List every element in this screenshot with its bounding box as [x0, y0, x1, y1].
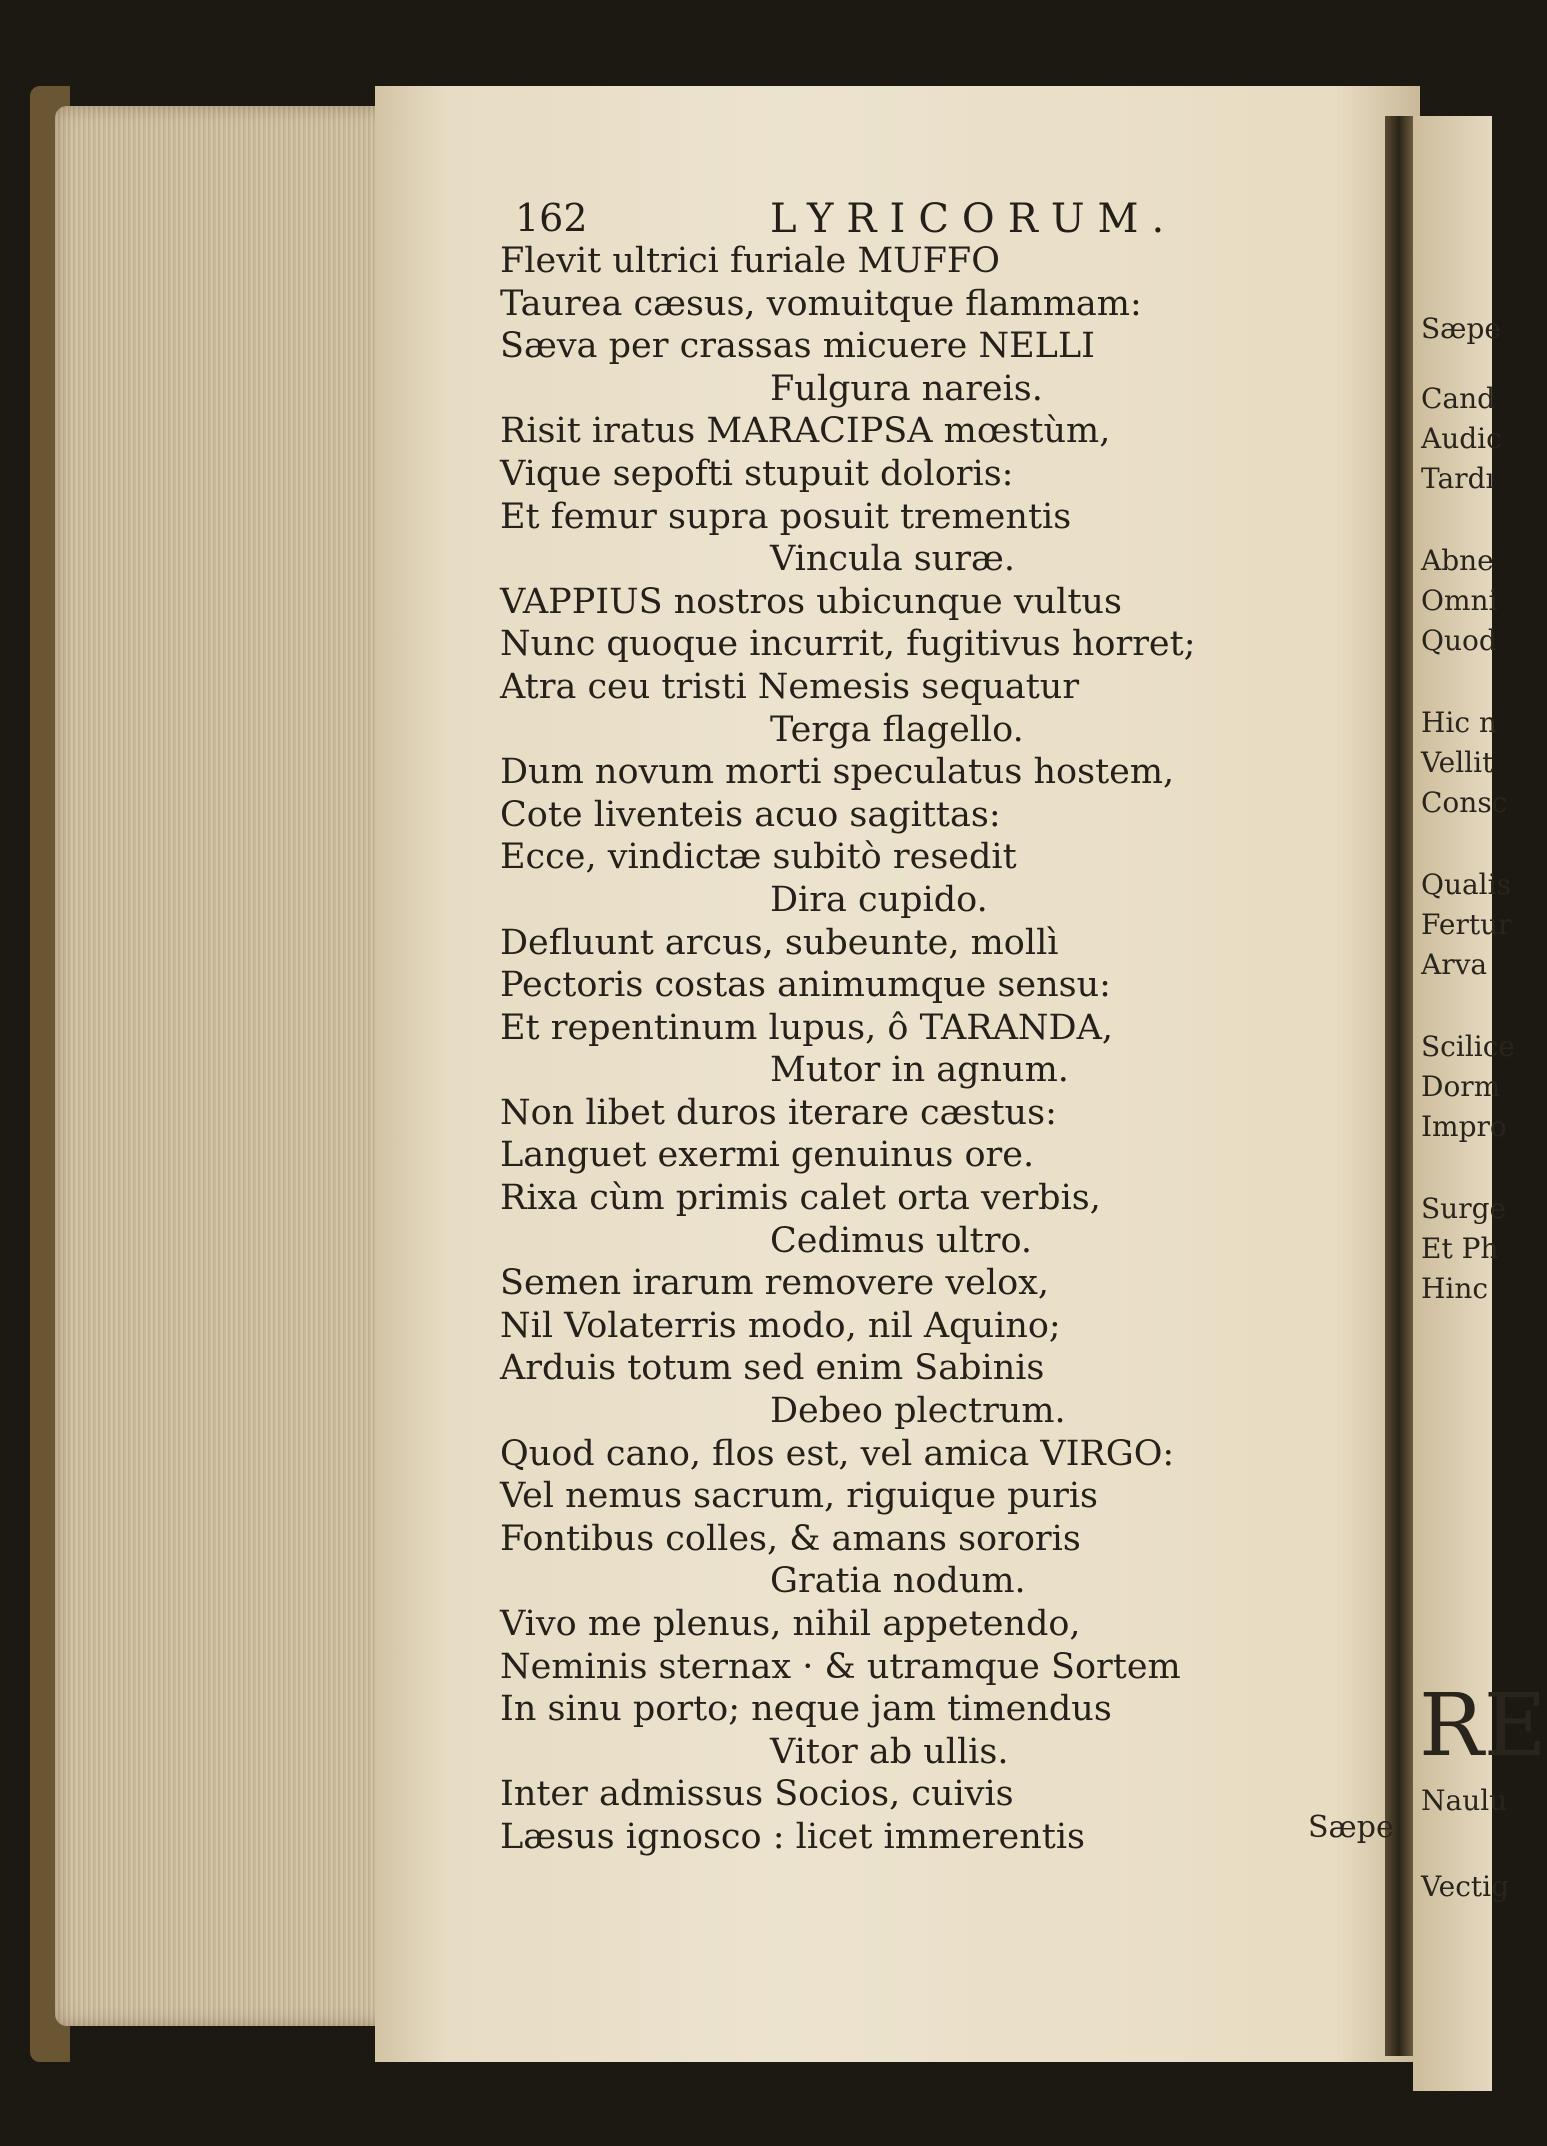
verse-line: Et femur supra posuit trementis	[500, 496, 1072, 537]
verse-line: Terga flagello.	[770, 709, 1024, 750]
verse-line: Fulgura nareis.	[770, 368, 1043, 409]
running-head: LYRICORUM.	[770, 196, 1178, 242]
verse-line: Dum novum morti speculatus hostem,	[500, 752, 1175, 793]
verse-line: Atra ceu tristi Nemesis sequatur	[500, 666, 1080, 707]
verse-line: Fontibus colles, & amans sororis	[500, 1518, 1081, 1559]
facing-line: Audic	[1421, 422, 1502, 455]
verse-text	[500, 240, 1260, 1859]
verse-line: Et repentinum lupus, ô TARANDA,	[500, 1007, 1114, 1048]
facing-line: Hinc	[1421, 1272, 1489, 1305]
facing-line: Cand	[1421, 382, 1496, 415]
facing-line: Omni	[1421, 584, 1498, 617]
verse-line: Ecce, vindictæ subitò resedit	[500, 837, 1017, 878]
verse-line: Inter admissus Socios, cuivis	[500, 1774, 1014, 1815]
facing-line: Impro	[1421, 1110, 1507, 1143]
facing-line: Qualis	[1421, 868, 1511, 901]
verse-line: Quod cano, flos est, vel amica VIRGO:	[500, 1433, 1175, 1474]
verse-line: Nunc quoque incurrit, fugitivus horret;	[500, 624, 1196, 665]
facing-line: Vellit	[1421, 746, 1494, 779]
facing-line: Hic n	[1421, 706, 1497, 739]
verse-line: Vincula suræ.	[770, 539, 1015, 580]
page-edges	[55, 106, 410, 2026]
verse-line: Vitor ab ullis.	[770, 1731, 1009, 1772]
verse-line: Defluunt arcus, subeunte, mollì	[500, 922, 1059, 963]
verse-line: Vivo me plenus, nihil appetendo,	[500, 1604, 1081, 1644]
verse-line: Flevit ultrici furiale MUFFO	[500, 241, 1000, 281]
verse-line: Semen irarum removere velox,	[500, 1263, 1050, 1304]
facing-line: Naulu	[1421, 1784, 1508, 1817]
facing-line: Abne	[1421, 544, 1494, 577]
verse-line: VAPPIUS nostros ubicunque vultus	[500, 581, 1122, 622]
facing-line: Sæpe	[1421, 312, 1501, 345]
verse-line: Dira cupido.	[770, 879, 988, 920]
page-number: 162	[515, 196, 588, 240]
verse-line: Taurea cæsus, vomuitque flammam:	[500, 283, 1142, 324]
facing-line: Consc	[1421, 786, 1508, 819]
facing-line: Fertur	[1421, 908, 1512, 941]
facing-line: Scilice	[1421, 1030, 1515, 1063]
verse-line: Debeo plectrum.	[770, 1391, 1066, 1432]
catchword: Sæpe	[1308, 1810, 1394, 1845]
verse-line: Risit iratus MARACIPSA mœstùm,	[500, 411, 1111, 452]
verse-line: Languet exermi genuinus ore.	[500, 1135, 1035, 1176]
verse-line: Non libet duros iterare cæstus:	[500, 1092, 1057, 1133]
verse-line: Vel nemus sacrum, riguique puris	[500, 1476, 1098, 1517]
verse-line: Cedimus ultro.	[770, 1220, 1033, 1261]
verse-line: Læsus ignosco : licet immerentis	[500, 1816, 1086, 1857]
book-gutter	[1385, 116, 1413, 2056]
verse-line: Pectoris costas animumque sensu:	[500, 965, 1111, 1006]
verse-line: Rixa cùm primis calet orta verbis,	[500, 1178, 1101, 1219]
verse-line: Arduis totum sed enim Sabinis	[500, 1348, 1045, 1389]
facing-line: Quod	[1421, 624, 1497, 657]
verse-line: Nil Volaterris modo, nil Aquino;	[500, 1305, 1061, 1346]
verse-line: In sinu porto; neque jam timendus	[500, 1689, 1112, 1730]
facing-line: Surge	[1421, 1192, 1507, 1225]
facing-line: Arva	[1421, 948, 1488, 981]
drop-cap: RE	[1419, 1676, 1547, 1776]
right-page-fragment	[1413, 116, 1547, 2091]
facing-line: Vectig	[1421, 1870, 1510, 1903]
verse-line: Mutor in agnum.	[770, 1050, 1069, 1091]
verse-line: Gratia nodum.	[770, 1561, 1026, 1602]
verse-line: Sæva per crassas micuere NELLI	[500, 326, 1095, 367]
facing-line: Tardı	[1421, 462, 1495, 495]
facing-line: Dorm	[1421, 1070, 1501, 1103]
verse-line: Vique sepofti stupuit doloris:	[500, 453, 1014, 494]
verse-line: Cote liventeis acuo sagittas:	[500, 794, 1001, 835]
verse-line: Neminis sternax · & utramque Sortem	[500, 1646, 1181, 1687]
facing-line: Et Ph	[1421, 1232, 1499, 1265]
